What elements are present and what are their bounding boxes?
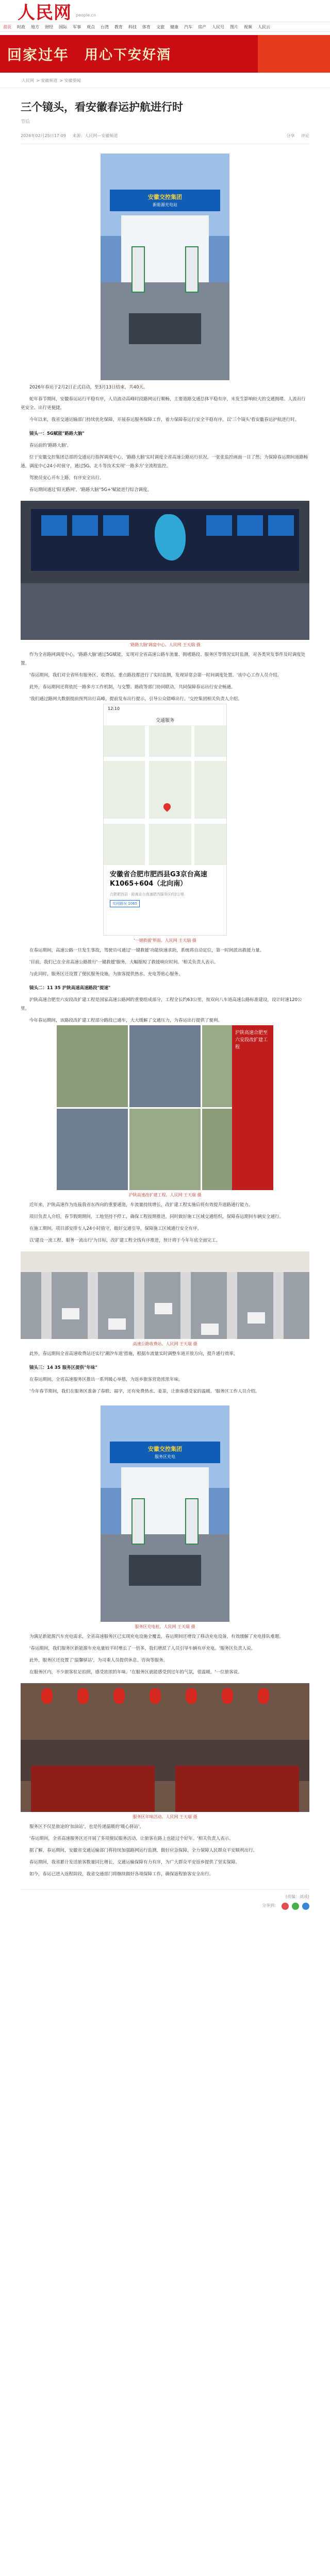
nav-item[interactable]: 财经 bbox=[45, 24, 53, 29]
map-view bbox=[104, 726, 226, 865]
article-meta bbox=[21, 133, 309, 144]
paragraph: '春运期间，我们服务区新能源车充电量较平时增长了一倍多，我们增派了人员引导车辆有序充电。'服务区负责人说。 bbox=[29, 1646, 256, 1651]
figure-caption: 高速公路收费站。人民网 王天瑞 摄 bbox=[133, 1342, 197, 1346]
editor-credit: (责编：刘成) bbox=[285, 1894, 309, 1899]
paragraph: 在施工期间，项目部安排专人24小时值守，做好交通引导，保障施工区域通行安全有序。 bbox=[29, 1226, 202, 1231]
section-heading: 镜头一：5G赋能"路路大脑" bbox=[29, 431, 85, 436]
paragraph: '目前，我们已在全省高速公路推行'一键救援'服务，大幅缩短了救援响应时间。'相关负责人表示。 bbox=[29, 960, 219, 965]
breadcrumb-item[interactable]: 人民网 bbox=[22, 78, 34, 83]
phone-app-title: 交通服务 bbox=[104, 714, 226, 726]
paragraph: 此外，服务区还设置了'温馨驿站'，为司乘人员提供休息、咨询等服务。 bbox=[29, 1658, 168, 1663]
share-bar bbox=[21, 1903, 309, 1910]
banner-decoration bbox=[258, 35, 330, 73]
nav-item[interactable]: 文旅 bbox=[156, 24, 164, 29]
paragraph: 沪陕高速合肥至六安段改扩建工程是国家高速公路网的重要组成部分，工程全长约63公里，按双向八车道高速公路标准建设，设计时速120公里。 bbox=[21, 997, 302, 1011]
qq-share-icon[interactable] bbox=[302, 1903, 309, 1910]
nav-item[interactable]: 人民号 bbox=[212, 24, 224, 29]
nav-item[interactable]: 地方 bbox=[31, 24, 39, 29]
weibo-share-icon[interactable] bbox=[282, 1903, 289, 1910]
paragraph: 今年春运期间，该路段改扩建工程部分路段已通车，大大缓解了交通压力，为春运出行提供了便利。 bbox=[29, 1018, 223, 1023]
breadcrumb-item[interactable]: 安徽要闻 bbox=[64, 78, 81, 83]
paragraph: 春运期间通过'阳光路网'，'路路大脑''5G+'赋能进行综合调度。 bbox=[29, 487, 152, 493]
paragraph: 春运前的'路路大脑'。 bbox=[29, 443, 72, 448]
location-pin-icon bbox=[162, 802, 172, 812]
service-area-festival-photo bbox=[21, 1683, 309, 1812]
banner-text-secondary: 用心下安好酒 bbox=[85, 47, 172, 63]
nav-item[interactable]: 房产 bbox=[198, 24, 206, 29]
paragraph: 位于安徽交控集团总部的交通运行指挥调度中心，'路路大脑'实时调度全省高速公路运行状况，一张张监控画面一目了然；为保障春运期间道路畅通，调度中心24小时值守，通过5G、北斗等技术实现'一路多方'全流程监控。 bbox=[21, 455, 308, 469]
paragraph: 近年来，沪陕高速作为连接我省东西向的重要通道，车流量持续增长，改扩建工程实施后将有效提升道路通行能力。 bbox=[29, 1202, 253, 1208]
nav-item[interactable]: 首页 bbox=[3, 24, 11, 29]
service-area-charging-photo: 安徽交控集团 服务区充电 bbox=[101, 1405, 229, 1622]
collage-panel-text: 沪陕高速合肥至六安段改扩建工程 bbox=[232, 1025, 273, 1190]
nav-item[interactable]: 健康 bbox=[170, 24, 178, 29]
article-footer bbox=[21, 1889, 309, 1900]
paragraph: 2026年春运于2月2日正式启动，至3月13日结束，共40天。 bbox=[29, 385, 148, 390]
highway-construction-collage bbox=[57, 1025, 273, 1190]
paragraph: 服务区不仅是旅途的'加油站'，也是传递温暖的'暖心驿站'。 bbox=[29, 1824, 144, 1829]
article bbox=[21, 88, 309, 1910]
section-heading: 镜头三：14 35 服务区提供"年味" bbox=[29, 1365, 97, 1370]
paragraph: '我们通过路网大数据提前预判出行高峰，提前发布出行提示，引导公众错峰出行。'交控集团相关负责人介绍。 bbox=[29, 697, 242, 702]
paragraph: '春运期间，我们对全省所有服务区、收费站、重点路段都进行了实时监测，发现异常会第一时间调度处置。'该中心工作人员介绍。 bbox=[29, 673, 282, 678]
nav-item[interactable]: 台湾 bbox=[101, 24, 109, 29]
paragraph: 驾驶员安心开车上路，有序安全出行。 bbox=[29, 476, 104, 481]
figure-caption: '一键救援'界面。人民网 王天瑞 摄 bbox=[134, 938, 196, 943]
section-heading: 镜头二：11 35 沪陕高速高速路段"提速" bbox=[29, 986, 111, 991]
charging-station-photo: 安徽交控集团 新能源充电站 bbox=[101, 154, 229, 380]
paragraph: 此外，春运期间还将依托一路多方工作机制，与交警、路政等部门协同联动，共同保障春运出行安全畅通。 bbox=[29, 685, 236, 690]
figure-caption: 服务区年味活动。人民网 王天瑞 摄 bbox=[133, 1815, 197, 1819]
banner-text: 回家过年 bbox=[7, 46, 70, 63]
paragraph: 今年以来，我省交通运输部门持续优化保障，开展春运服务保障工作，着力保障春运行安全平稳有序，以'三个镜头'看安徽春运护航进行时。 bbox=[29, 417, 300, 422]
paragraph: 春运期间，我省累计发送旅客数量同比增长，交通运输保障有力有序，为广大群众平安返乡提供了坚实保障。 bbox=[29, 1860, 240, 1865]
rescue-app-screenshot bbox=[103, 704, 227, 936]
share-link[interactable]: 分享 bbox=[286, 133, 295, 138]
paragraph: 项目负责人介绍，春节假期期间，工地坚持不停工，确保工程按期推进，同时做好施工区域交通组织，保障春运期间车辆安全通行。 bbox=[29, 1214, 284, 1219]
paragraph: 在春运期间，全省高速服务区推出一系列暖心举措，为返乡旅客营造浓浓年味。 bbox=[29, 1377, 183, 1382]
paragraph: 蛇年春节期间，安徽春运运行平稳有序，人员流动高峰时段路网运行顺畅，主要道路交通总体平稳有序，未发生影响较大的交通拥堵。人流出行更安全、出行更便捷。 bbox=[21, 397, 306, 411]
nav-item[interactable]: 视频 bbox=[244, 24, 252, 29]
article-title: 三个镜头，看安徽春运护航进行时 bbox=[21, 101, 183, 113]
nav-item[interactable]: 汽车 bbox=[184, 24, 192, 29]
nav-item[interactable]: 科技 bbox=[128, 24, 137, 29]
paragraph: 在春运期间，高速公路一旦发生事故，驾驶员可通过'一键救援'功能快速求助，系统将自动定位，第一时间派出救援力量。 bbox=[29, 948, 265, 953]
phone-status-time: 12:10 bbox=[104, 704, 226, 714]
comment-link[interactable]: 评论 bbox=[301, 133, 309, 138]
publish-time: 2026年02月25日17:09 bbox=[21, 133, 66, 138]
paragraph: 此外，春运期间全省高速收费站还实行'潮汐车道'措施，根据车流量实时调整车道开放方向，提升通行效率。 bbox=[29, 1351, 238, 1357]
location-note: 实时路况 1065 bbox=[110, 900, 140, 907]
figure-caption: 沪陕高速改扩建工程。人民网 王天瑞 摄 bbox=[128, 1193, 202, 1197]
control-center-photo bbox=[21, 501, 309, 640]
paragraph: 作为全省路网调度中心，'路路大脑'通过5G赋能，实现对全省高速公路车流量、拥堵路段、服务区等情况实时监测，对各类突发事件及时调度处置。 bbox=[21, 652, 306, 666]
location-address: 合肥肥西县 · 距离京台高速肥西服务区约2公里 bbox=[110, 892, 185, 896]
paragraph: 与此同时，服务区还设置了便民服务设施，为旅客提供热水、充电等贴心服务。 bbox=[29, 972, 183, 977]
paragraph: '今年春节期间，我们在服务区准备了春联、福字，还有免费热水、姜茶，让旅客感受家的温暖。'服务区工作人员介绍。 bbox=[29, 1389, 260, 1394]
paragraph: 如今，春运已进入返程阶段，我省交通部门将继续做好各项保障工作，确保返程旅客安全出行。 bbox=[29, 1872, 214, 1877]
breadcrumb: 人民网 > 安徽频道 > 安徽要闻 bbox=[0, 73, 330, 88]
site-logo-sub: people.cn bbox=[76, 13, 96, 18]
paragraph: 以'建设一流工程、服务一流出行'为目标，改扩建工程全线有序推进，预计将于今年年底全面完工。 bbox=[29, 1238, 221, 1243]
nav-item[interactable]: 体育 bbox=[142, 24, 151, 29]
nav-item[interactable]: 教育 bbox=[114, 24, 123, 29]
nav-item[interactable]: 时政 bbox=[17, 24, 25, 29]
toll-station-photo bbox=[21, 1251, 309, 1339]
site-logo[interactable]: 人民网 bbox=[18, 2, 72, 23]
site-header bbox=[0, 0, 330, 22]
nav-item[interactable]: 观点 bbox=[87, 24, 95, 29]
nav-item[interactable]: 人民云 bbox=[258, 24, 270, 29]
article-subhead: 节后 bbox=[21, 120, 30, 125]
breadcrumb-item[interactable]: 安徽频道 bbox=[41, 78, 58, 83]
nav-item[interactable]: 军事 bbox=[73, 24, 81, 29]
article-source[interactable]: 来源：人民网—安徽频道 bbox=[72, 133, 118, 138]
figure-caption: '路路大脑'调度中心。人民网 王天瑞 摄 bbox=[129, 642, 201, 647]
paragraph: 为满足新能源汽车充电需求，全省高速服务区已实现充电设施全覆盖，春运期间还增设了移动充电设备，有效缓解了充电排队难题。 bbox=[29, 1634, 284, 1639]
paragraph: '春运期间，全省高速服务区还开展了多项便民服务活动，让旅客在路上也能过个好年。'相关负责人表示。 bbox=[29, 1836, 234, 1841]
figure-caption: 服务区充电桩。人民网 王天瑞 摄 bbox=[135, 1624, 195, 1629]
paragraph: 在服务区内，不少旅客驻足拍照，感受浓浓的年味。'在服务区就能感受到过年的气氛，很温暖。'一位旅客说。 bbox=[29, 1670, 242, 1675]
location-name: 安徽省合肥市肥西县G3京台高速K1065+604（北向南） bbox=[110, 871, 207, 888]
wechat-share-icon[interactable] bbox=[292, 1903, 299, 1910]
nav-item[interactable]: 国际 bbox=[59, 24, 67, 29]
nav-item[interactable]: 图片 bbox=[230, 24, 238, 29]
ad-banner[interactable] bbox=[0, 35, 330, 73]
share-label: 分享到： bbox=[262, 1903, 278, 1908]
paragraph: 据了解，春运期间，安徽省交通运输部门将持续加强路网运行监测，做好应急保障，全力保障人民群众平安顺利出行。 bbox=[29, 1848, 258, 1853]
